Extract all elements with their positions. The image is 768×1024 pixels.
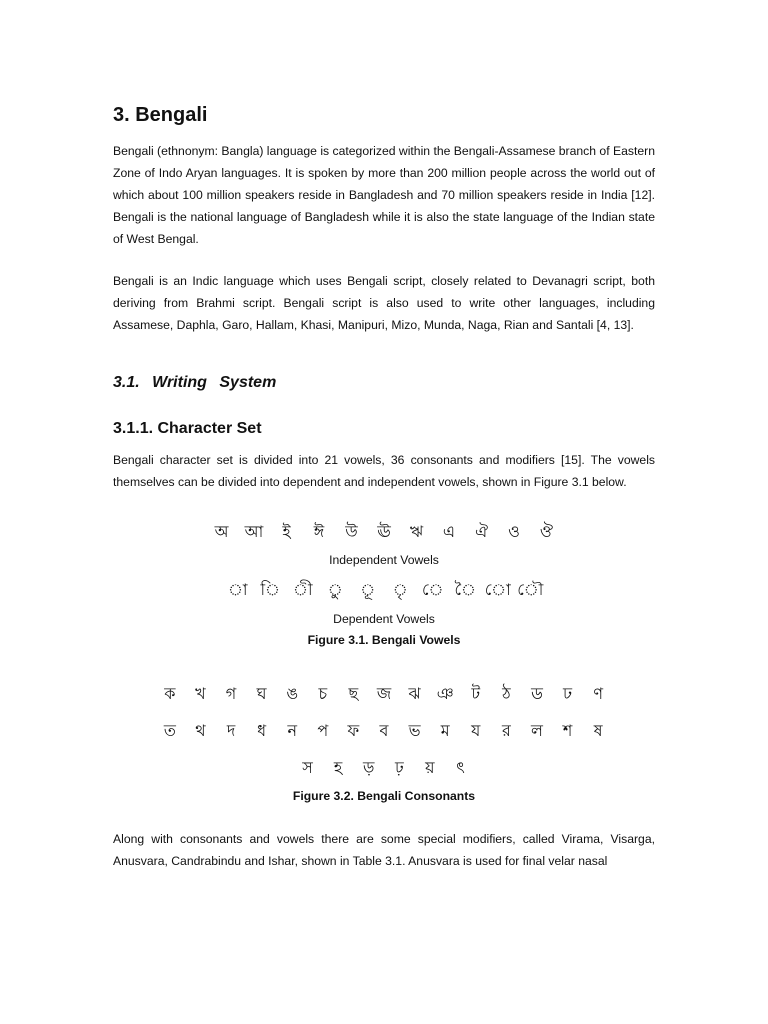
consonant-glyph: ল xyxy=(531,721,543,740)
consonant-glyph: থ xyxy=(195,721,206,740)
consonant-glyph: চ xyxy=(318,684,328,703)
vowel-sign-glyph: ে xyxy=(422,580,444,599)
vowel-sign-glyph: ৌ xyxy=(517,580,544,599)
consonants-row-1 xyxy=(0,681,768,708)
independent-vowels-row xyxy=(0,519,768,546)
vowel-sign-glyph: া xyxy=(227,580,248,599)
consonant-glyph: ধ xyxy=(257,721,267,740)
vowel-glyph: উ xyxy=(345,522,358,541)
consonant-glyph: দ xyxy=(226,721,236,740)
vowel-glyph: ঐ xyxy=(475,522,488,541)
vowel-sign-glyph: ু xyxy=(327,580,343,599)
consonant-glyph: য xyxy=(471,721,481,740)
consonant-glyph: ঢ় xyxy=(394,758,404,777)
subsubsection-heading: 3.1.1. Character Set xyxy=(113,420,262,437)
consonant-glyph: য় xyxy=(425,758,435,777)
consonant-glyph: ব xyxy=(379,721,389,740)
script-paragraph: Bengali is an Indic language which uses Bengali script, closely related to Devanagri script, both deriving from Brahmi script. Bengali script is also used to write other languages, including Assamese, Daphla, Garo, Hallam, Khasi, Manipuri, Mizo, Munda, Naga, Rian and Santali [4, 13]. xyxy=(113,274,655,332)
consonant-glyph: ঝ xyxy=(408,684,421,703)
consonant-glyph: ন xyxy=(287,721,297,740)
consonant-glyph: ঞ xyxy=(436,684,454,703)
consonant-glyph: ড xyxy=(531,684,543,703)
consonant-glyph: ঘ xyxy=(256,684,267,703)
consonant-glyph: ছ xyxy=(348,684,359,703)
independent-vowels-label: Independent Vowels xyxy=(329,553,439,567)
consonant-glyph: ড় xyxy=(362,758,375,777)
consonant-glyph: শ xyxy=(562,721,573,740)
consonant-glyph: ৎ xyxy=(456,758,465,777)
consonant-glyph: গ xyxy=(225,684,237,703)
vowel-sign-glyph: ূ xyxy=(360,580,376,599)
consonant-glyph: ত xyxy=(163,721,176,740)
consonant-glyph: খ xyxy=(195,684,206,703)
section-heading: 3. Bengali xyxy=(113,104,208,126)
vowel-sign-glyph: ো xyxy=(484,580,511,599)
vowel-glyph: আ xyxy=(244,522,264,541)
vowel-glyph: ঔ xyxy=(539,522,554,541)
character-set-paragraph: Bengali character set is divided into 21 vowels, 36 consonants and modifiers [15]. The vowels themselves can be divided into dependent and independent vowels, shown in Figure 3.1 below. xyxy=(113,453,655,489)
vowel-sign-glyph: ৃ xyxy=(392,580,408,599)
consonants-row-2 xyxy=(0,718,768,745)
consonant-glyph: ঢ xyxy=(563,684,573,703)
consonant-glyph: ষ xyxy=(593,721,603,740)
figure-3-1-caption: Figure 3.1. Bengali Vowels xyxy=(307,633,461,647)
vowel-glyph: ঈ xyxy=(313,522,325,541)
consonant-glyph: ঠ xyxy=(502,684,511,703)
consonants-row-3 xyxy=(0,755,768,782)
consonant-glyph: ম xyxy=(440,721,450,740)
vowel-sign-glyph: ী xyxy=(292,580,313,599)
vowel-glyph: ঊ xyxy=(377,522,391,541)
consonant-glyph: ভ xyxy=(408,721,421,740)
consonant-glyph: ঙ xyxy=(286,684,299,703)
consonant-glyph: স xyxy=(302,758,313,777)
consonant-glyph: ণ xyxy=(593,684,603,703)
figure-3-2-caption: Figure 3.2. Bengali Consonants xyxy=(292,789,476,803)
consonant-glyph: ক xyxy=(164,684,176,703)
intro-paragraph: Bengali (ethnonym: Bangla) language is categorized within the Bengali-Assamese branch of Eastern Zone of Indo Aryan languages. It is spoken by more than 200 million people across the world out of which about 100 million speakers reside in Bangladesh and 70 million speakers reside in India [12]. Bengali is the national language of Bangladesh while it is also the state language of the Indian state of West Bengal. xyxy=(113,144,655,246)
vowel-glyph: ও xyxy=(508,522,520,541)
consonant-glyph: হ xyxy=(333,758,343,777)
consonant-glyph: জ xyxy=(376,684,392,703)
consonant-glyph: প xyxy=(317,721,329,740)
vowel-glyph: ঋ xyxy=(409,522,424,541)
vowel-glyph: অ xyxy=(214,522,229,541)
vowel-glyph: এ xyxy=(442,522,456,541)
subsection-heading: 3.1. Writing System xyxy=(113,374,277,391)
modifiers-paragraph: Along with consonants and vowels there are some special modifiers, called Virama, Visarga, Anusvara, Candrabindu and Ishar, shown in Table 3.1. Anusvara is used for final velar nasal xyxy=(113,832,655,868)
vowel-sign-glyph: ৈ xyxy=(454,580,476,599)
dependent-vowels-label: Dependent Vowels xyxy=(333,612,435,626)
vowel-glyph: ই xyxy=(282,522,291,541)
dependent-vowels-row xyxy=(0,577,768,604)
consonant-glyph: ফ xyxy=(347,721,360,740)
consonant-glyph: র xyxy=(501,721,511,740)
vowel-sign-glyph: ি xyxy=(260,580,281,599)
consonant-glyph: ট xyxy=(471,684,481,703)
